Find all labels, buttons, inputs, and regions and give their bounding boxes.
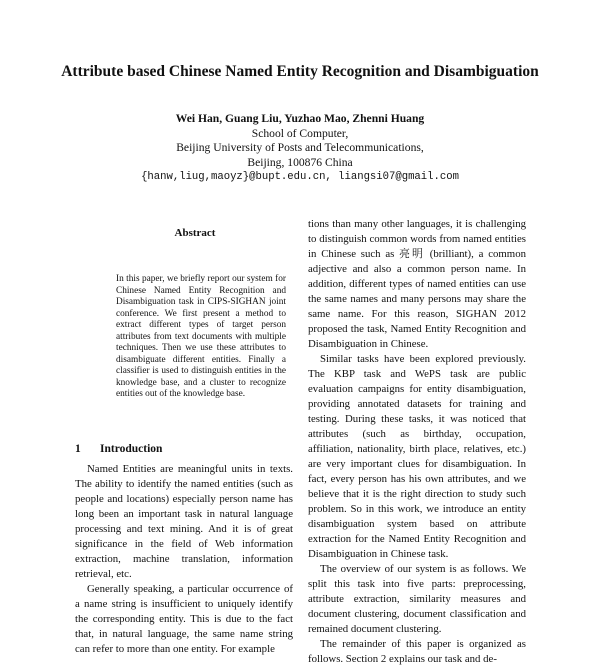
abstract-paragraph: In this paper, we briefly report our system for Chinese Named Entity Recognition and Disambiguation task in CIPS-SIGHAN joint conference. We first present a method to extract different types of target person attributes from text documents with multiple techniques. Then we use these attributes to disambiguate different entities. Finally a classifier is used to distinguish entities in the knowledge base, and a cluster to recognize entities out of the knowledge base. xyxy=(116,274,286,399)
author-names: Wei Han, Guang Liu, Yuzhao Mao, Zhenni Huang xyxy=(175,112,425,125)
left-column-body xyxy=(75,462,293,657)
section-number: 1 xyxy=(75,443,81,455)
body-paragraph: The remainder of this paper is organized as follows. Section 2 explains our task and de- xyxy=(308,638,526,665)
author-block xyxy=(60,112,540,185)
intro-paragraph: Named Entities are meaningful units in texts. The ability to identify the named entities (such as people and locations) especially person name has long been an important task in natural language processing and text mining. And it is of great significance in the field of Web information extraction, machine translation, information retrieval, etc. xyxy=(75,463,293,580)
abstract-text xyxy=(116,274,286,401)
section-title: Introduction xyxy=(100,443,163,455)
author-emails: {hanw,liug,maoyz}@bupt.edu.cn, liangsi07@gmail.com xyxy=(141,171,459,184)
affiliation-line-3: Beijing, 100876 China xyxy=(247,155,353,169)
body-paragraph: tions than many other languages, it is challenging to distinguish common words from named entities in Chinese such as 亮明 (brilliant), a common adjective and also a common person name. In addition, different types of named entities can use the same names and many persons may share the same name. For this reason, SIGHAN 2012 proposed the task, Named Entity Recognition and Disambiguation in Chinese. xyxy=(308,218,526,350)
affiliation-line-2: Beijing University of Posts and Telecommunications, xyxy=(176,141,424,155)
affiliation-line-1: School of Computer, xyxy=(251,126,349,140)
section-heading-introduction xyxy=(75,443,162,455)
intro-paragraph: Generally speaking, a particular occurrence of a name string is insufficient to uniquely identify the corresponding entity. This is due to the fact that, in natural language, the same name string can refer to more than one entity. For example xyxy=(75,583,293,655)
body-paragraph: Similar tasks have been explored previously. The KBP task and WePS task are public evaluation campaigns for entity disambiguation, providing annotated datasets for training and testing. During these tasks, it was noticed that attributes (such as birthday, occupation, affiliation, nationality, birth place, relatives, etc.) are very important clues for disambiguation. In fact, every person has his own attributes, and we believe that it is the right direction to study such problem. So in this work, we introduce an entity disambiguation system based on attribute extraction for the Named Entity Recognition and Disambiguation in Chinese task. xyxy=(308,353,526,560)
abstract-heading: Abstract xyxy=(174,227,216,239)
body-paragraph: The overview of our system is as follows. We split this task into five parts: preprocessing, attribute extraction, similarity measures and document clustering, document classification and remained document clustering. xyxy=(308,563,526,635)
paper-title: Attribute based Chinese Named Entity Recognition and Disambiguation xyxy=(61,63,539,80)
